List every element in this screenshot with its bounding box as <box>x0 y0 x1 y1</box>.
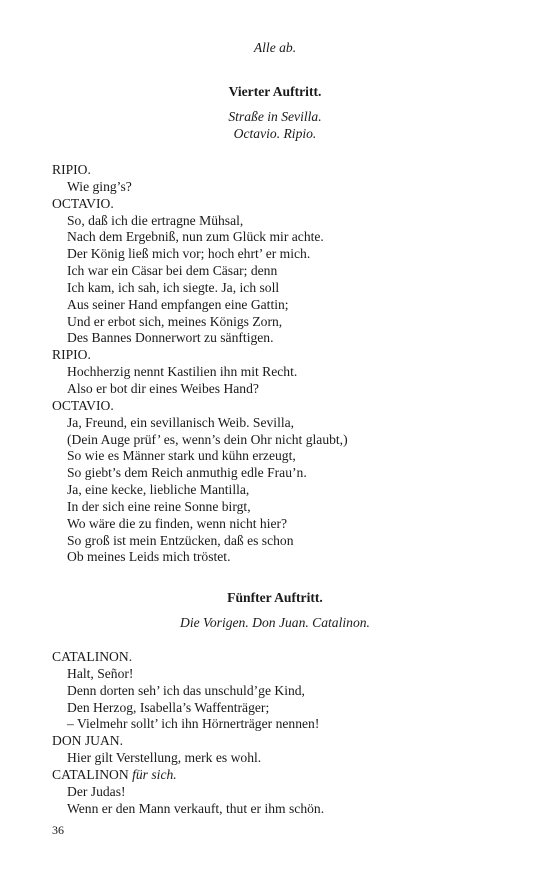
scene-4-setting: Straße in Sevilla. <box>228 109 322 124</box>
verse-line <box>52 533 530 550</box>
speaker-label: CATALINON. <box>52 649 133 664</box>
verse-text: Aus seiner Hand empfangen eine Gattin; <box>67 296 289 312</box>
speaker-label: RIPIO. <box>52 162 91 177</box>
scene-5-persons: Die Vorigen. Don Juan. Catalinon. <box>180 615 370 630</box>
speaker-label: RIPIO. <box>52 347 91 363</box>
verse-line <box>52 499 530 516</box>
verse-text: Der König ließ mich vor; hoch ehrt’ er mich. <box>67 246 311 262</box>
verse-text: Wo wäre die zu finden, wenn nicht hier? <box>67 515 288 531</box>
scene-5-title: Fünfter Auftritt. <box>227 590 323 605</box>
verse-line <box>52 314 530 331</box>
verse-text: Denn dorten seh’ ich das unschuld’ge Kind, <box>67 682 305 698</box>
verse-text: Ich kam, ich sah, ich siegte. Ja, ich soll <box>67 279 280 295</box>
stage-direction-exit: Alle ab. <box>253 40 297 55</box>
speaker-name <box>52 347 530 364</box>
scene-4-persons: Octavio. Ripio. <box>233 126 317 141</box>
verse-line <box>52 280 530 297</box>
verse-text: Ja, eine kecke, liebliche Mantilla, <box>67 482 250 498</box>
verse-text: Nach dem Ergebniß, nun zum Glück mir achte. <box>67 229 324 245</box>
verse-line <box>52 330 530 347</box>
verse-line <box>52 666 530 683</box>
verse-line <box>52 750 530 767</box>
verse-text: Ich war ein Cäsar bei dem Cäsar; denn <box>67 263 278 279</box>
verse-text: Den Herzog, Isabella’s Waffenträger; <box>67 699 270 715</box>
verse-line <box>52 432 530 449</box>
speaker-name <box>52 162 530 179</box>
verse-text: – Vielmehr sollt’ ich ihn Hörnerträger nennen! <box>67 716 320 732</box>
verse-line <box>52 381 530 398</box>
verse-line <box>52 179 530 196</box>
verse-line <box>52 229 530 246</box>
speaker-label: DON JUAN. <box>52 733 123 749</box>
verse-text: Ob meines Leids mich tröstet. <box>67 549 231 565</box>
verse-line <box>52 448 530 465</box>
verse-line <box>52 263 530 280</box>
verse-line <box>52 716 530 733</box>
speaker-label: CATALINON <box>52 766 129 782</box>
verse-line <box>52 246 530 263</box>
verse-line <box>52 683 530 700</box>
verse-text: (Dein Auge prüf’ es, wenn’s dein Ohr nicht glaubt,) <box>67 431 348 447</box>
verse-text: Der Judas! <box>67 783 126 799</box>
verse-line <box>52 516 530 533</box>
page-number: 36 <box>52 823 64 837</box>
verse-line <box>52 549 530 566</box>
verse-text: So groß ist mein Entzücken, daß es schon <box>67 532 294 548</box>
verse-text: Halt, Señor! <box>67 665 134 681</box>
speaker-label: OCTAVIO. <box>52 195 114 211</box>
verse-text: Hier gilt Verstellung, merk es wohl. <box>67 750 262 766</box>
verse-text: So giebt’s dem Reich anmuthig edle Frau’n. <box>67 465 307 481</box>
stage-direction-aside: für sich. <box>132 766 177 782</box>
speaker-label: OCTAVIO. <box>52 397 114 413</box>
verse-text: Hochherzig nennt Kastilien ihn mit Recht. <box>67 364 298 380</box>
verse-text: Und er erbot sich, meines Königs Zorn, <box>67 313 283 329</box>
verse-text: Des Bannes Donnerwort zu sänftigen. <box>67 330 274 346</box>
verse-line <box>52 482 530 499</box>
verse-text: Wenn er den Mann verkauft, thut er ihm schön. <box>67 800 325 816</box>
verse-text: So wie es Männer stark und kühn erzeugt, <box>67 448 296 464</box>
verse-line <box>52 415 530 432</box>
verse-text: In der sich eine reine Sonne birgt, <box>67 498 251 514</box>
scene-5-dialogue <box>52 649 530 817</box>
verse-text: Ja, Freund, ein sevillanisch Weib. Sevilla, <box>67 414 295 430</box>
verse-text: Wie ging’s? <box>67 178 132 194</box>
scene-4-title: Vierter Auftritt. <box>228 84 322 99</box>
verse-line <box>52 700 530 717</box>
verse-line <box>52 465 530 482</box>
speaker-name <box>52 649 530 666</box>
scene-4-dialogue <box>52 162 530 566</box>
verse-line <box>52 297 530 314</box>
verse-line <box>52 801 530 818</box>
verse-line <box>52 213 530 230</box>
speaker-name <box>52 398 530 415</box>
speaker-name <box>52 767 530 784</box>
verse-line <box>52 364 530 381</box>
verse-text: Also er bot dir eines Weibes Hand? <box>67 380 259 396</box>
verse-text: So, daß ich die ertragne Mühsal, <box>67 212 244 228</box>
speaker-name <box>52 733 530 750</box>
verse-line <box>52 784 530 801</box>
speaker-name <box>52 196 530 213</box>
